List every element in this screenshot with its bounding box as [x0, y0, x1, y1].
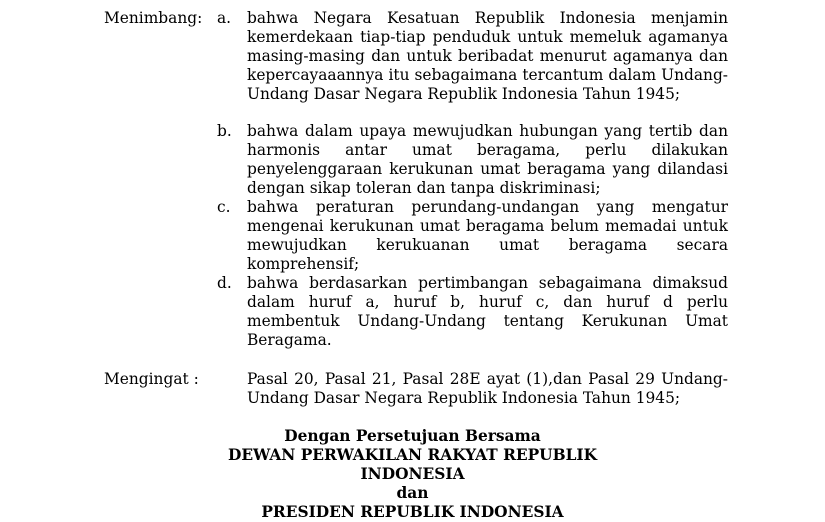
- item-b-letter: b.: [217, 122, 232, 140]
- persetujuan-indonesia: INDONESIA: [360, 465, 465, 483]
- item-d-text: bahwa berdasarkan pertimbangan sebagaimana dimaksud dalam huruf a, huruf b, huruf c, dan huruf d perlu membentuk Undang-Undang tentang Kerukunan Umat Beragama.: [247, 274, 728, 349]
- mengingat-text: Pasal 20, Pasal 21, Pasal 28E ayat (1),dan Pasal 29 Undang-Undang Dasar Negara Republik Indonesia Tahun 1945;: [247, 370, 728, 407]
- persetujuan-dpr: DEWAN PERWAKILAN RAKYAT REPUBLIK: [227, 446, 598, 464]
- item-a-text: bahwa Negara Kesatuan Republik Indonesia menjamin kemerdekaan tiap-tiap penduduk untuk memeluk agamanya masing-masing dan untuk beribadat menurut agamanya dan kepercayaaannya itu sebagaimana tercantum dalam Undang-Undang Dasar Negara Republik Indonesia Tahun 1945;: [247, 9, 728, 103]
- persetujuan-title: Dengan Persetujuan Bersama: [284, 427, 541, 445]
- persetujuan-dan: dan: [396, 484, 429, 502]
- item-c-letter: c.: [217, 198, 231, 216]
- item-c-text: bahwa peraturan perundang-undangan yang mengatur mengenai kerukunan umat beragama belum memadai untuk mewujudkan kerukuanan umat beragama secara komprehensif;: [247, 198, 728, 273]
- menimbang-label: Menimbang:: [104, 9, 203, 27]
- persetujuan-presiden: PRESIDEN REPUBLIK INDONESIA: [261, 503, 564, 521]
- item-b-text: bahwa dalam upaya mewujudkan hubungan yang tertib dan harmonis antar umat beragama, perlu dilakukan penyelenggaraan kerukunan umat beragama yang dilandasi dengan sikap toleran dan tanpa diskriminasi;: [247, 122, 728, 197]
- mengingat-label: Mengingat :: [104, 370, 199, 388]
- item-a-letter: a.: [217, 9, 232, 27]
- item-d-letter: d.: [217, 274, 232, 292]
